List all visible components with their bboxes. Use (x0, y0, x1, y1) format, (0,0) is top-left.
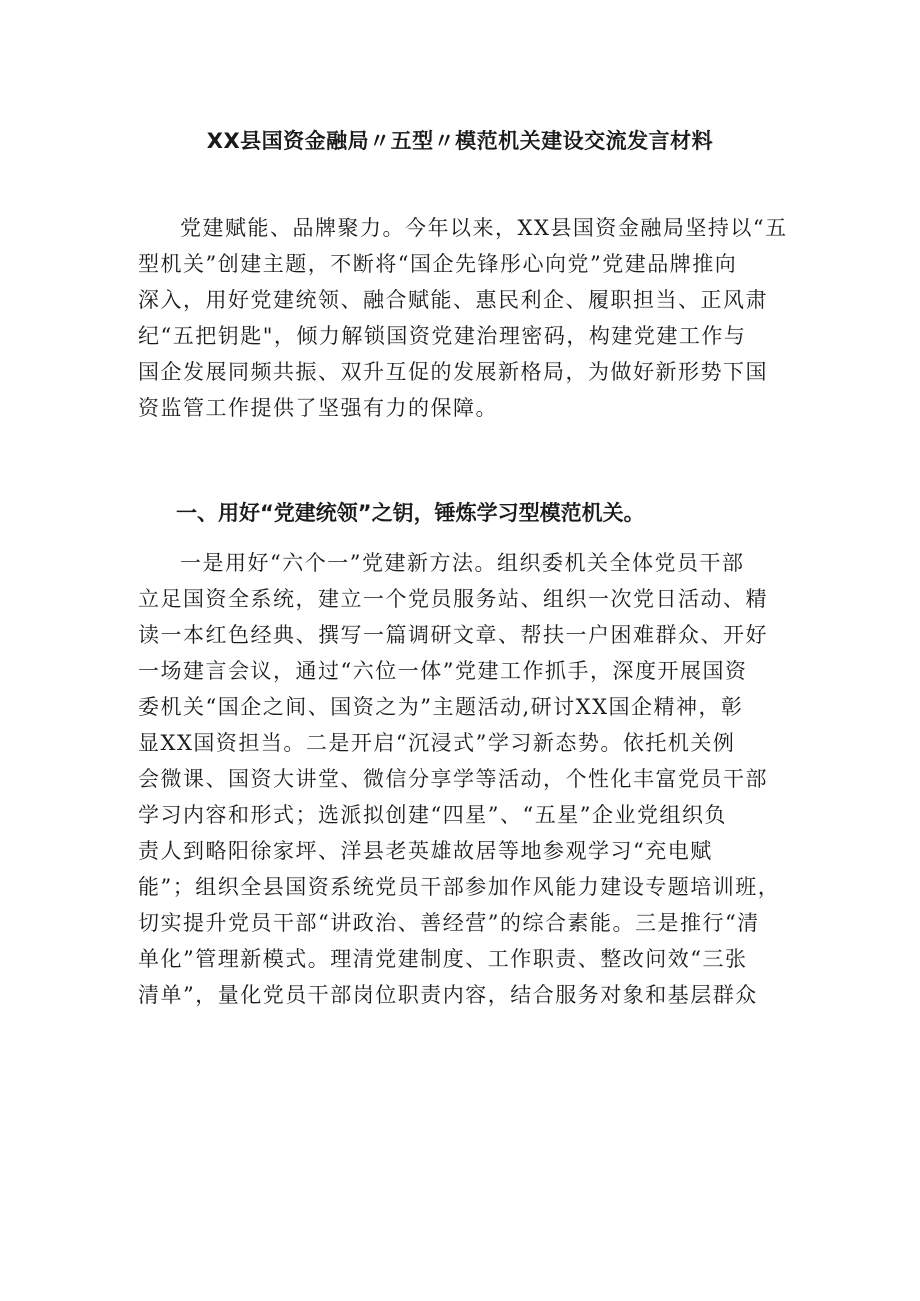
paragraph-section-one (138, 545, 790, 1013)
paragraph-line: 一场建言会议，通过“六位一体”党建工作抓手，深度开展国资 (138, 659, 748, 683)
document-title: XX县国资金融局〃五型〃模范机关建设交流发言材料 (206, 129, 714, 153)
paragraph-line: 清单”，量化党员干部岗位职责内容，结合服务对象和基层群众 (138, 983, 758, 1007)
paragraph-line: 会微课、国资大讲堂、微信分享学等活动，个性化丰富党员干部 (138, 767, 768, 791)
paragraph-line: 立足国资全系统，建立一个党员服务站、组织一次党日活动、精 (138, 587, 768, 611)
paragraph-line: 能”；组织全县国资系统党员干部参加作风能力建设专题培训班， (138, 875, 781, 899)
paragraph-line: 纪“五把钥匙"，倾力解锁国资党建治理密码，构建党建工作与 (138, 324, 747, 348)
paragraph-line: 读一本红色经典、撰写一篇调研文章、帮扶一户困难群众、开好 (138, 623, 768, 647)
section-heading: 一、用好“党建统领”之钥，锤炼学习型模范机关。 (176, 501, 645, 525)
paragraph-line: 深入，用好党建统领、融合赋能、惠民利企、履职担当、正风肃 (138, 288, 768, 312)
paragraph-line: 型机关”创建主题，不断将“国企先锋彤心向党”党建品牌推向 (138, 252, 738, 276)
paragraph-line: 责人到略阳徐家坪、洋县老英雄故居等地参观学习“充电赋 (138, 839, 713, 863)
paragraph-line: 国企发展同频共振、双升互促的发展新格局，为做好新形势下国 (138, 360, 768, 384)
paragraph-line: 委机关“国企之间、国资之为”主题活动,研讨XX国企精神，彰 (138, 695, 744, 719)
paragraph-line: 学习内容和形式；选派拟创建“四星”、“五星”企业党组织负 (138, 803, 727, 827)
paragraph-line: 单化”管理新模式。理清党建制度、工作职责、整改问效“三张 (138, 947, 748, 971)
paragraph-intro (138, 210, 790, 426)
paragraph-line: 显XX国资担当。二是开启“沉浸式”学习新态势。依托机关例 (138, 731, 736, 755)
paragraph-line: 党建赋能、品牌聚力。今年以来，XX县国资金融局坚持以“五 (180, 216, 788, 240)
paragraph-line: 切实提升党员干部“讲政治、善经营”的综合素能。三是推行“清 (138, 911, 760, 935)
paragraph-line: 资监管工作提供了坚强有力的保障。 (138, 396, 498, 420)
paragraph-line: 一是用好“六个一”党建新方法。组织委机关全体党员干部 (180, 551, 745, 575)
